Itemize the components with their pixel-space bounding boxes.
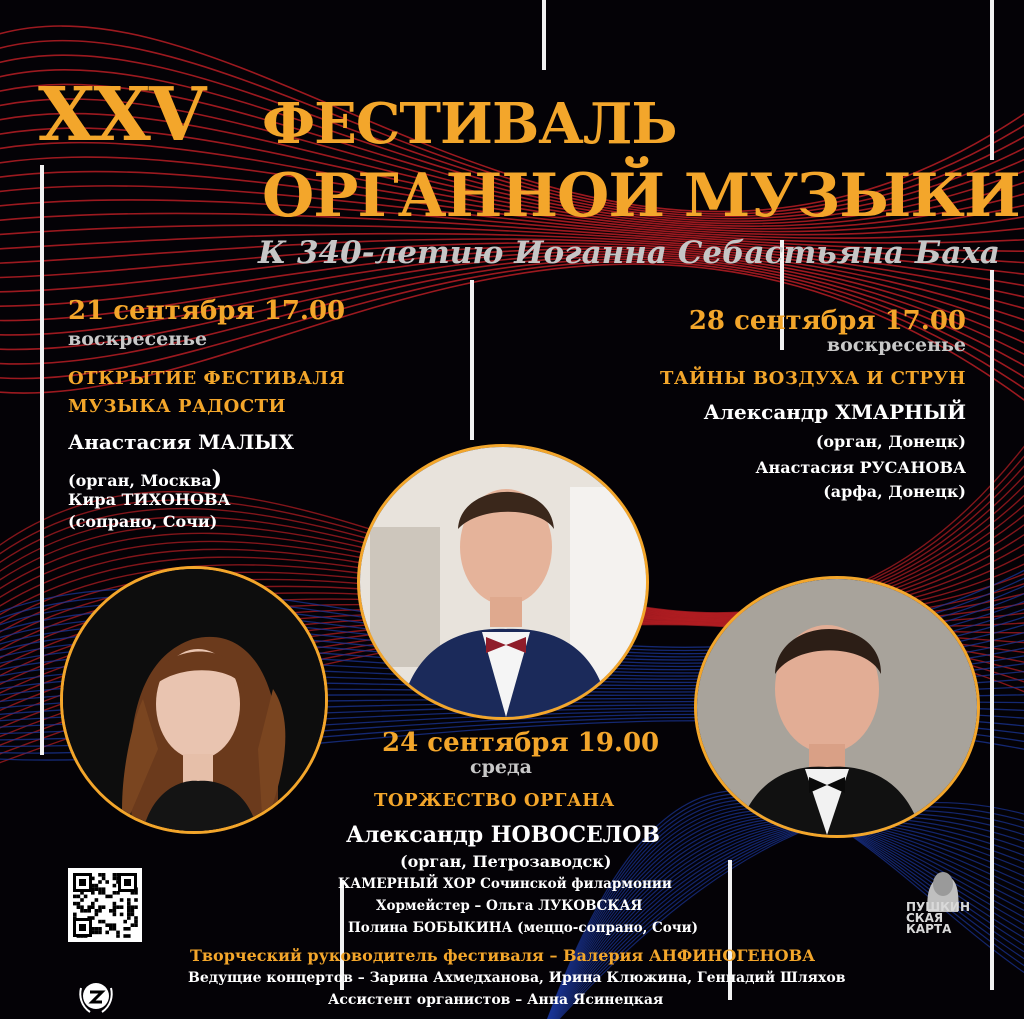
concert-1-program-1: ОТКРЫТИЕ ФЕСТИВАЛЯ [68,368,346,389]
pushkin-card-line-2: СКАЯ [906,911,944,925]
title-line-1: ФЕСТИВАЛЬ [262,91,677,157]
concert-1-soloist-role: (сопрано, Сочи) [68,512,218,531]
concert-3-weekday: среда [470,756,532,778]
concert-3-soloist: Полина БОБЫКИНА (меццо-сопрано, Сочи) [348,920,699,936]
performer-photo-center [357,444,649,720]
pushkin-card-line-1: ПУШКИН [906,900,971,914]
concert-3-date: 24 сентября 19.00 [382,728,660,758]
concert-2-weekday: воскресенье [826,334,966,356]
credits-director: Творческий руководитель фестиваля – Валерия АНФИНОГЕНОВА [190,946,816,965]
concert-3-choirmaster: Хормейстер – Ольга ЛУКОВСКАЯ [376,898,643,914]
concert-2-soloist-role: (арфа, Донецк) [823,482,966,501]
accent-bar [40,165,44,755]
accent-bar [542,0,546,70]
performer-photo-right [694,576,980,838]
concert-1-weekday: воскресенье [68,328,208,350]
pushkin-card-icon [898,868,984,938]
concert-3-choir: КАМЕРНЫЙ ХОР Сочинской филармонии [338,876,672,892]
concert-1-performer: Анастасия МАЛЫХ [68,430,294,454]
qr-code-icon[interactable] [68,868,142,942]
festival-number: XXV [38,72,205,158]
concert-3-performer-role: (орган, Петрозаводск) [400,852,612,871]
concert-3-performer: Александр НОВОСЕЛОВ [346,822,660,848]
concert-2-date: 28 сентября 17.00 [688,306,966,336]
laurel-logo-icon [76,976,116,1016]
concert-1-soloist: Кира ТИХОНОВА [68,490,231,509]
concert-1-performer-role: (орган, Москва) [68,466,223,492]
subtitle: К 340-летию Иоганна Себастьяна Баха [258,235,1001,271]
credits-hosts: Ведущие концертов – Зарина Ахмедханова, Ирина Клюжина, Геннадий Шляхов [188,970,846,986]
accent-bar [990,270,994,990]
accent-bar [470,280,474,440]
pushkin-card-line-3: КАРТА [906,922,952,936]
performer-photo-left [60,566,328,834]
credits-assistant: Ассистент органистов – Анна Ясинецкая [328,992,664,1008]
concert-1-date: 21 сентября 17.00 [68,296,346,326]
concert-2-soloist: Анастасия РУСАНОВА [755,458,966,477]
concert-2-performer-role: (орган, Донецк) [815,432,966,451]
accent-bar [990,0,994,160]
concert-3-program: ТОРЖЕСТВО ОРГАНА [374,790,615,811]
title-line-2: ОРГАННОЙ МУЗЫКИ [262,161,1020,231]
concert-1-program-2: МУЗЫКА РАДОСТИ [68,396,287,417]
concert-2-program: ТАЙНЫ ВОЗДУХА И СТРУН [660,368,966,389]
concert-2-performer: Александр ХМАРНЫЙ [703,400,966,424]
